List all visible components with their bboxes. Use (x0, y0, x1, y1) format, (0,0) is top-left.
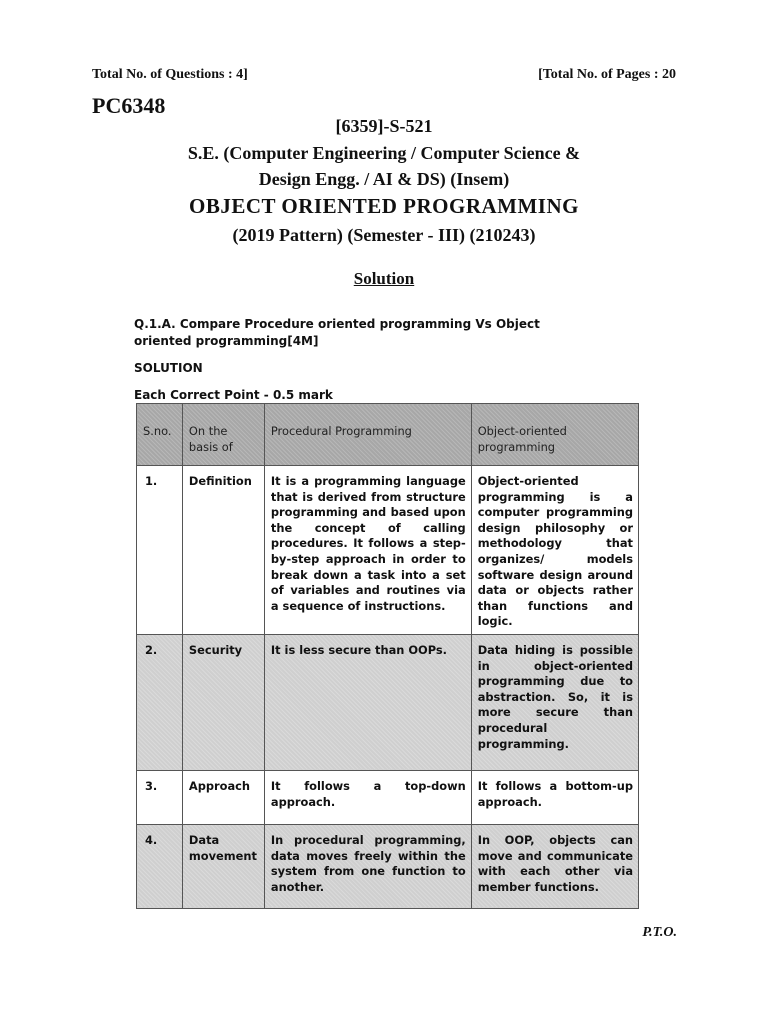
paper-code: PC6348 (92, 93, 166, 118)
table-header-row (137, 404, 639, 466)
header-basis: On the basis of (182, 404, 264, 466)
header-sno: S.no. (137, 404, 183, 466)
row-procedural: It is less secure than OOPs. (264, 634, 471, 770)
row-oop: Object-oriented programming is a computer programming design philosophy or methodology that organizes/ models software design around data or objects rather than functions and logic. (471, 466, 638, 635)
pattern-line: (2019 Pattern) (Semester - III) (210243) (232, 225, 536, 245)
total-pages: [Total No. of Pages : 20 (538, 67, 676, 82)
row-oop: It follows a bottom-up approach. (471, 770, 638, 824)
row-sno: 4. (137, 824, 183, 908)
seat-code: [6359]-S-521 (335, 116, 433, 136)
row-oop: In OOP, objects can move and communicate with each other via member functions. (471, 824, 638, 908)
table-row (137, 770, 639, 824)
table-row (137, 634, 639, 770)
row-oop: Data hiding is possible in object-oriented programming due to abstraction. So, it is more secure than procedural programming. (471, 634, 638, 770)
row-procedural: It is a programming language that is derived from structure programming and based upon the concept of calling procedures. It follows a step-by-step approach in order to break down a task into a set of variables and routines via a sequence of instructions. (264, 466, 471, 635)
total-questions: Total No. of Questions : 4] (92, 67, 248, 82)
row-sno: 3. (137, 770, 183, 824)
question-text: Q.1.A. Compare Procedure oriented programming Vs Object oriented programming[4M] (134, 317, 540, 348)
course-line-2: Design Engg. / AI & DS) (Insem) (258, 169, 510, 189)
comparison-table (136, 403, 639, 909)
course-line-1: S.E. (Computer Engineering / Computer Science & (187, 143, 581, 163)
row-basis: Data movement (182, 824, 264, 908)
marking-scheme: Each Correct Point - 0.5 mark (134, 388, 333, 402)
row-procedural: In procedural programming, data moves freely within the system from one function to another. (264, 824, 471, 908)
row-basis: Definition (182, 466, 264, 635)
pto-note: P.T.O. (642, 925, 677, 940)
header-procedural: Procedural Programming (264, 404, 471, 466)
row-basis: Approach (182, 770, 264, 824)
row-procedural: It follows a top-down approach. (264, 770, 471, 824)
row-sno: 1. (137, 466, 183, 635)
table-row (137, 824, 639, 908)
table-row (137, 466, 639, 635)
subject-title: OBJECT ORIENTED PROGRAMMING (189, 194, 579, 218)
solution-heading: Solution (353, 269, 415, 288)
solution-label: SOLUTION (134, 361, 203, 375)
header-oop: Object-oriented programming (471, 404, 638, 466)
row-basis: Security (182, 634, 264, 770)
row-sno: 2. (137, 634, 183, 770)
